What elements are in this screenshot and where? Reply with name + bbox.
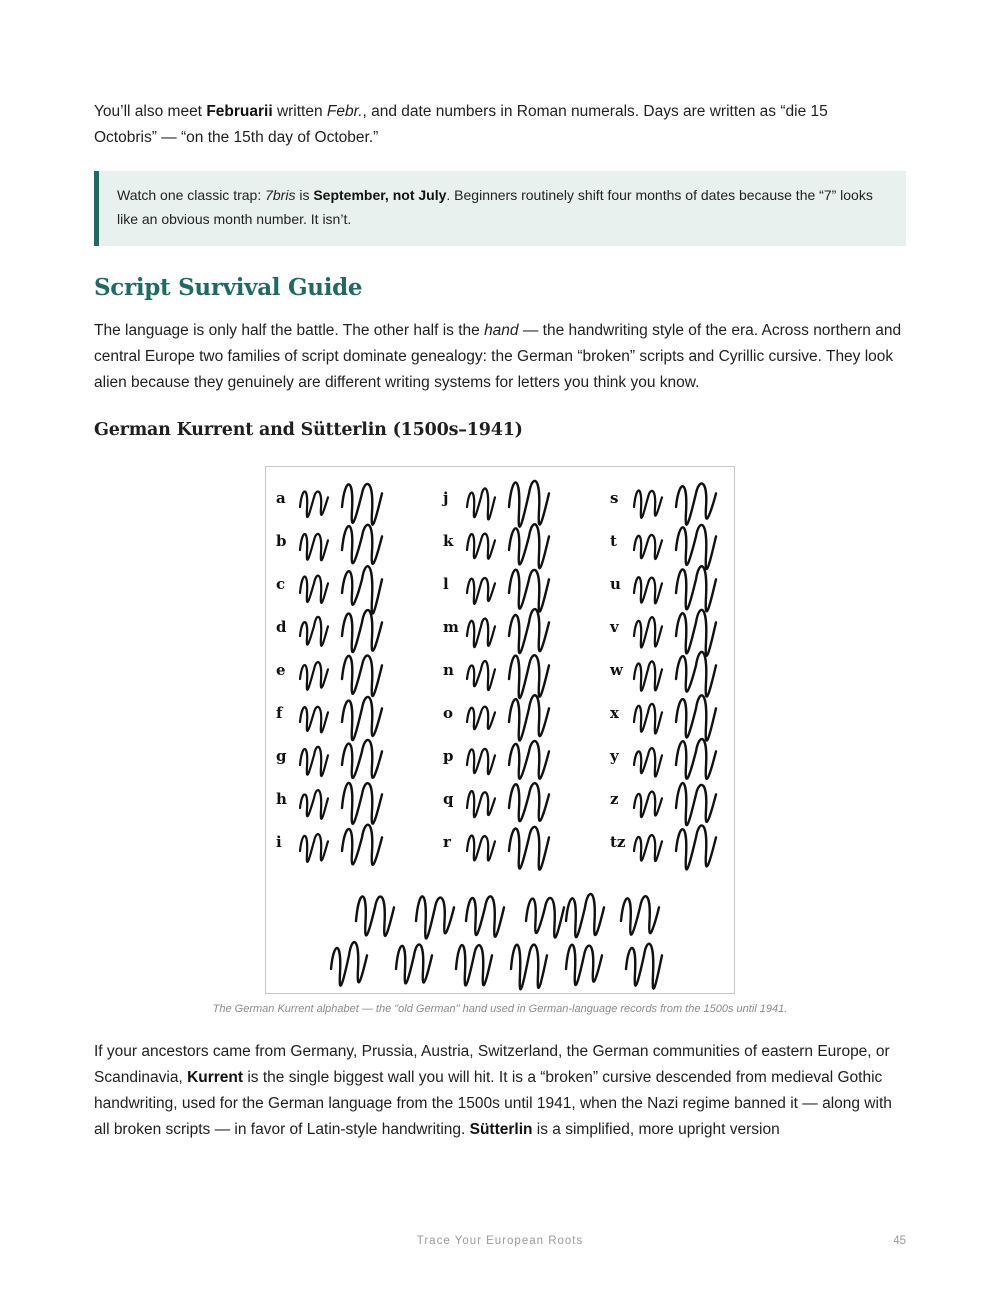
callout-text-1: Watch one classic trap: <box>117 187 266 203</box>
intro-text-1: You’ll also meet <box>94 103 207 120</box>
kurrent-uppercase-tz <box>676 825 716 869</box>
alphabet-label-n: n <box>443 661 454 679</box>
kurrent-lowercase-a <box>300 491 328 517</box>
figure-caption: The German Kurrent alphabet — the "old German" hand used in German-language records from the 1500s until 1941. <box>212 1003 788 1015</box>
kurrent-uppercase-k <box>509 524 549 568</box>
intro-paragraph <box>94 99 884 151</box>
kurrent-umlaut-5 <box>566 894 604 937</box>
footer-page-number: 45 <box>893 1235 906 1247</box>
kurrent-alphabet-figure <box>265 466 735 994</box>
kurrent-lowercase-b <box>300 534 328 560</box>
alphabet-label-i: i <box>276 833 282 851</box>
closing-paragraph <box>94 1039 906 1143</box>
closing-bold-kurrent: Kurrent <box>187 1069 244 1086</box>
kurrent-ligature-6 <box>626 944 662 989</box>
kurrent-lowercase-m <box>467 619 495 648</box>
closing-text-1: If your ancestors came from Germany, Prussia, Austria, Switzerland, the German communities of eastern Europe, or Scandinavia, <box>94 1043 890 1086</box>
callout-text-3: . Beginners routinely shift four months of dates because the “7” looks like an obvious month number. It isn’t. <box>117 187 873 227</box>
kurrent-uppercase-d <box>342 610 382 652</box>
kurrent-lowercase-q <box>467 791 495 817</box>
alphabet-label-s: s <box>610 489 619 507</box>
kurrent-ligature-4 <box>511 945 547 990</box>
kurrent-lowercase-v <box>634 617 662 647</box>
kurrent-lowercase-l <box>467 578 495 604</box>
kurrent-uppercase-u <box>676 566 716 611</box>
kurrent-lowercase-e <box>300 662 328 690</box>
alphabet-label-k: k <box>443 532 454 550</box>
kurrent-lowercase-g <box>300 747 328 776</box>
kurrent-lowercase-i <box>300 834 328 862</box>
alphabet-label-l: l <box>443 575 449 593</box>
alphabet-label-a: a <box>276 489 286 507</box>
kurrent-uppercase-q <box>509 783 549 821</box>
kurrent-lowercase-n <box>467 661 495 690</box>
kurrent-uppercase-i <box>342 825 382 865</box>
alphabet-label-p: p <box>443 747 454 765</box>
kurrent-uppercase-r <box>509 827 549 870</box>
kurrent-uppercase-p <box>509 741 549 779</box>
kurrent-lowercase-y <box>634 748 662 776</box>
kurrent-lowercase-tz <box>634 835 662 861</box>
alphabet-label-w: w <box>610 661 623 679</box>
alphabet-label-j: j <box>443 489 449 507</box>
kurrent-uppercase-y <box>676 739 716 779</box>
alphabet-label-q: q <box>443 790 454 808</box>
alphabet-label-d: d <box>276 618 287 636</box>
kurrent-alphabet-image <box>266 467 734 993</box>
closing-bold-sutterlin: Sütterlin <box>469 1121 533 1138</box>
intro-italic-febr: Febr. <box>326 103 363 120</box>
kurrent-uppercase-j <box>509 481 549 527</box>
kurrent-lowercase-h <box>300 790 328 819</box>
kurrent-uppercase-w <box>676 652 716 697</box>
alphabet-label-t: t <box>610 532 617 550</box>
kurrent-uppercase-s <box>676 484 716 525</box>
alphabet-label-u: u <box>610 575 621 593</box>
alphabet-label-f: f <box>276 704 283 722</box>
kurrent-lowercase-c <box>300 576 328 603</box>
kurrent-umlaut-3 <box>466 896 504 936</box>
kurrent-uppercase-c <box>342 566 382 613</box>
alphabet-label-g: g <box>276 747 287 765</box>
kurrent-lowercase-k <box>467 534 495 559</box>
kurrent-umlaut-2 <box>416 896 454 938</box>
section-text-1: The language is only half the battle. The other half is the <box>94 322 485 339</box>
kurrent-uppercase-l <box>509 570 549 612</box>
alphabet-label-e: e <box>276 661 286 679</box>
footer-book-title: Trace Your European Roots <box>416 1235 584 1247</box>
kurrent-uppercase-f <box>342 697 382 740</box>
kurrent-lowercase-r <box>467 836 495 861</box>
alphabet-label-c: c <box>276 575 286 593</box>
alphabet-label-x: x <box>610 704 619 722</box>
kurrent-lowercase-z <box>634 792 662 818</box>
section-title: Script Survival Guide <box>94 274 363 301</box>
alphabet-label-m: m <box>443 618 459 636</box>
callout-text-2: is <box>295 187 314 203</box>
section-paragraph <box>94 318 906 396</box>
callout-box <box>94 171 906 246</box>
kurrent-lowercase-t <box>634 535 662 559</box>
intro-text-2: written <box>272 103 327 120</box>
alphabet-label-tz: tz <box>610 833 626 851</box>
alphabet-label-r: r <box>443 833 451 851</box>
alphabet-label-z: z <box>610 790 619 808</box>
kurrent-uppercase-m <box>509 609 549 653</box>
alphabet-label-v: v <box>610 618 619 636</box>
kurrent-umlaut-4 <box>526 898 564 938</box>
kurrent-umlaut-6 <box>621 896 659 934</box>
alphabet-label-h: h <box>276 790 287 808</box>
kurrent-lowercase-w <box>634 661 662 690</box>
kurrent-uppercase-g <box>342 740 382 778</box>
kurrent-ligature-1 <box>331 942 367 986</box>
kurrent-uppercase-x <box>676 695 716 740</box>
kurrent-ligature-3 <box>456 945 492 985</box>
kurrent-uppercase-z <box>676 783 716 825</box>
closing-text-3: is a simplified, more upright version <box>532 1121 780 1138</box>
kurrent-lowercase-f <box>300 707 328 733</box>
kurrent-umlaut-1 <box>356 896 394 935</box>
kurrent-lowercase-j <box>467 488 495 519</box>
kurrent-uppercase-n <box>509 655 549 698</box>
kurrent-uppercase-o <box>509 695 549 740</box>
kurrent-lowercase-s <box>634 491 662 518</box>
kurrent-uppercase-h <box>342 783 382 824</box>
section-text-2: — the handwriting style of the era. Across northern and central Europe two families of script dominate genealogy: the German “broken” scripts and Cyrillic cursive. They look alien because they genuinely are different writing systems for letters you think you know. <box>94 322 902 391</box>
kurrent-uppercase-e <box>342 656 382 697</box>
intro-bold-februarii: Februarii <box>206 103 273 120</box>
alphabet-label-o: o <box>443 704 454 722</box>
kurrent-lowercase-o <box>467 707 495 730</box>
kurrent-lowercase-u <box>634 577 662 603</box>
closing-text-2: is the single biggest wall you will hit. It is a “broken” cursive descended from medieval Gothic handwriting, used for the German language from the 1500s until 1941, when the Nazi regime banned it — along with all broken scripts — in favor of Latin-style handwriting. <box>94 1069 892 1138</box>
callout-text <box>117 183 884 231</box>
kurrent-uppercase-v <box>676 610 716 656</box>
kurrent-lowercase-p <box>467 749 495 774</box>
kurrent-ligature-2 <box>396 944 432 983</box>
kurrent-lowercase-d <box>300 617 328 646</box>
kurrent-lowercase-x <box>634 704 662 734</box>
kurrent-uppercase-b <box>342 525 382 564</box>
callout-italic: 7bris <box>265 187 296 203</box>
section-italic-hand: hand <box>484 322 519 339</box>
alphabet-label-b: b <box>276 532 287 550</box>
kurrent-uppercase-a <box>342 484 382 525</box>
kurrent-ligature-5 <box>566 945 602 985</box>
alphabet-label-y: y <box>610 747 619 765</box>
kurrent-uppercase-t <box>676 525 716 569</box>
subsection-title: German Kurrent and Sütterlin (1500s–1941) <box>94 420 523 440</box>
callout-bold: September, not July <box>313 187 447 203</box>
intro-text-3: , and date numbers in Roman numerals. Days are written as “die 15 Octobris” — “on the 15th day of October.” <box>94 103 828 146</box>
